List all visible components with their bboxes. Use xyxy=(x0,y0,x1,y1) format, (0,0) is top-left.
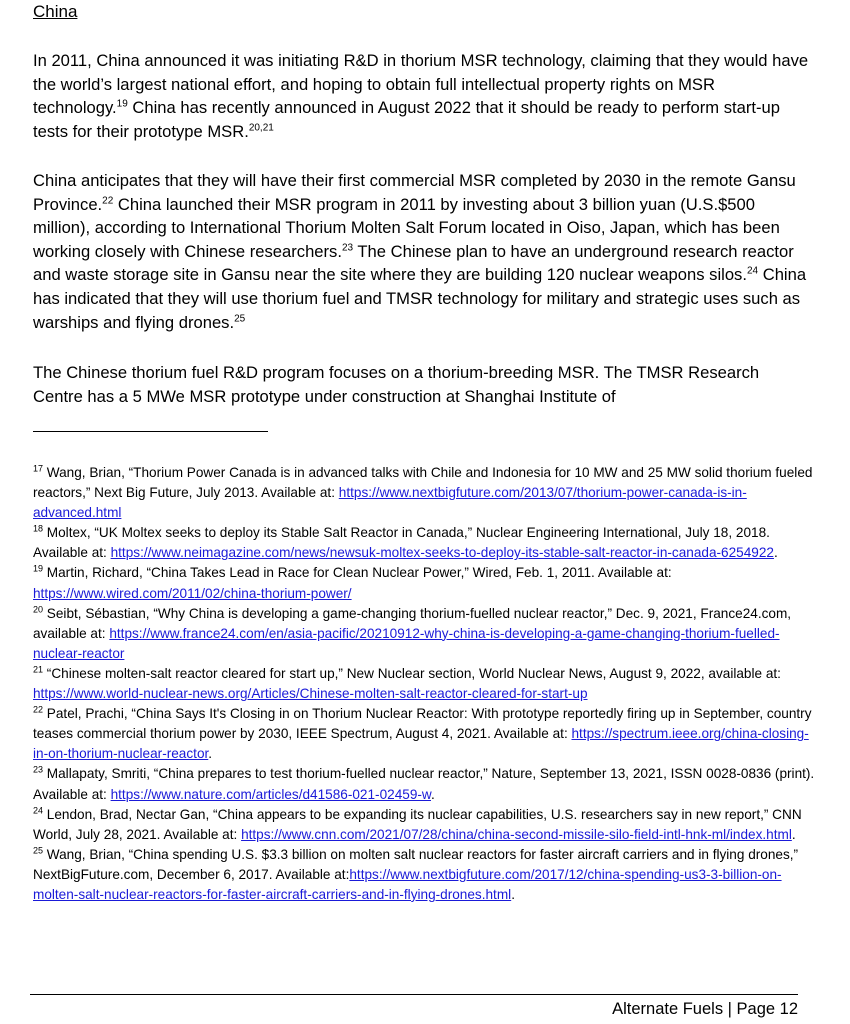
body-paragraph xyxy=(33,49,813,143)
body-paragraph xyxy=(33,361,813,408)
footnote-link[interactable]: https://www.france24.com/en/asia-pacific/20210912-why-china-is-developing-a-game-changing-thorium-fuelled-nuclear-reactor xyxy=(33,625,780,661)
footnote-number: 20 xyxy=(33,604,44,615)
footnote-ref[interactable]: 23 xyxy=(341,242,354,254)
footnote-text: Patel, Prachi, “China Says It's Closing in on Thorium Nuclear Reactor: With prototype reportedly firing up in September, country teases commercial thorium power by 2030, IEEE Spectrum, August 4, 2021. Available at: xyxy=(33,706,812,742)
footnote-ref[interactable]: 20,21 xyxy=(248,122,274,134)
paragraph-text: China launched their MSR program in 2011 by investing about 3 billion yuan (U.S.$500 million), according to International Thorium Molten Salt Forum located in Oiso, Japan, which has been working closely with Chinese researchers. xyxy=(33,194,780,261)
paragraph-text: China has indicated that they will use thorium fuel and TMSR technology for military and strategic uses such as warships and flying drones. xyxy=(33,265,807,332)
footnote-tail: . xyxy=(791,826,796,842)
page-footer: Alternate Fuels | Page 12 xyxy=(612,1000,798,1018)
footnote-text: Wang, Brian, “China spending U.S. $3.3 billion on molten salt nuclear reactors for faster aircraft carriers and in flying drones,” NextBigFuture.com, December 6, 2017. Available at: xyxy=(33,846,799,882)
footnote xyxy=(33,704,818,764)
footnote-link[interactable]: https://www.nature.com/articles/d41586-021-02459-w xyxy=(110,786,431,802)
footnote-number: 18 xyxy=(33,523,44,534)
footnote-separator xyxy=(33,431,268,432)
footnote-number: 24 xyxy=(33,805,44,816)
footnote-ref[interactable]: 24 xyxy=(746,265,759,277)
footnote-number: 19 xyxy=(33,563,44,574)
footnote-link[interactable]: https://www.nextbigfuture.com/2017/12/china-spending-us3-3-billion-on-molten-salt-nuclear-reactors-for-faster-aircraft-carriers-and-in-flying-drones.html xyxy=(33,866,782,902)
footnote xyxy=(33,523,818,563)
body-paragraph xyxy=(33,169,813,334)
footnote xyxy=(33,805,818,845)
footnote-text: Seibt, Sébastian, “Why China is developing a game-changing thorium-fuelled nuclear reactor,” Dec. 9, 2021, France24.com, available at: xyxy=(33,605,792,641)
paragraph-text: China anticipates that they will have their first commercial MSR completed by 2030 in the remote Gansu Province. xyxy=(33,171,796,214)
paragraph-text: In 2011, China announced it was initiating R&D in thorium MSR technology, claiming that they would have the world’s largest national effort, and hoping to obtain full intellectual property rights on MSR technology. xyxy=(33,51,809,118)
footnote-number: 21 xyxy=(33,664,44,675)
footnote xyxy=(33,664,818,704)
footnote-tail: . xyxy=(430,786,435,802)
footnote-ref[interactable]: 19 xyxy=(116,98,128,110)
footnote-link[interactable]: https://www.world-nuclear-news.org/Articles/Chinese-molten-salt-reactor-cleared-for-start-up xyxy=(33,686,588,702)
paragraph-text: China has recently announced in August 2022 that it should be ready to perform start-up tests for their prototype MSR. xyxy=(33,98,780,141)
paragraph-text: The Chinese thorium fuel R&D program focuses on a thorium-breeding MSR. The TMSR Research Centre has a 5 MWe MSR prototype under construction at Shanghai Institute of xyxy=(33,363,760,406)
footnote-ref[interactable]: 25 xyxy=(234,313,246,325)
footnote-text: Lendon, Brad, Nectar Gan, “China appears to be expanding its nuclear capabilities, U.S. researchers say in new report,” CNN World, July 28, 2021. Available at: xyxy=(33,806,802,842)
footnote-number: 23 xyxy=(33,764,44,775)
footnote xyxy=(33,563,818,603)
footnote-link[interactable]: https://www.neimagazine.com/news/newsuk-moltex-seeks-to-deploy-its-stable-salt-reactor-in-canada-6254922 xyxy=(110,545,774,561)
footnote-link[interactable]: https://www.cnn.com/2021/07/28/china/china-second-missile-silo-field-intl-hnk-ml/index.html xyxy=(241,826,792,842)
footnote-link[interactable]: https://spectrum.ieee.org/china-closing-in-on-thorium-nuclear-reactor xyxy=(33,726,809,762)
footnote-text: “Chinese molten-salt reactor cleared for start up,” New Nuclear section, World Nuclear News, August 9, 2022, available at: xyxy=(46,665,781,681)
footnotes-section xyxy=(33,463,818,905)
footnote-number: 25 xyxy=(33,845,44,856)
footer-rule xyxy=(30,994,798,995)
footnote-number: 22 xyxy=(33,704,44,715)
footnote xyxy=(33,463,818,523)
footnote-tail: . xyxy=(208,746,213,762)
section-heading: China xyxy=(33,2,78,21)
paragraph-text: The Chinese plan to have an underground research reactor and waste storage site in Gansu near the site where they are building 120 nuclear weapons silos. xyxy=(33,241,794,285)
footnote-ref[interactable]: 22 xyxy=(102,195,114,207)
footnote-link[interactable]: https://www.wired.com/2011/02/china-thorium-power/ xyxy=(33,585,352,601)
footnote-tail: . xyxy=(511,886,515,902)
footnote-link[interactable]: https://www.nextbigfuture.com/2013/07/thorium-power-canada-is-in-advanced.html xyxy=(33,485,747,521)
footnote-text: Mallapaty, Smriti, “China prepares to test thorium-fuelled nuclear reactor,” Nature, September 13, 2021, ISSN 0028-0836 (print). Available at: xyxy=(33,766,815,802)
footnote-text: Wang, Brian, “Thorium Power Canada is in advanced talks with Chile and Indonesia for 10 MW and 25 MW solid thorium fueled reactors,” Next Big Future, July 2013. Available at: xyxy=(33,465,813,501)
footnote-number: 17 xyxy=(33,463,44,474)
footnote xyxy=(33,845,818,905)
footnote-text: Martin, Richard, “China Takes Lead in Race for Clean Nuclear Power,” Wired, Feb. 1, 2011. Available at: xyxy=(46,565,672,581)
footnote-tail: . xyxy=(773,545,778,561)
footnote xyxy=(33,764,818,804)
footnote-text: Moltex, “UK Moltex seeks to deploy its Stable Salt Reactor in Canada,” Nuclear Engineering International, July 18, 2018. Available at: xyxy=(33,525,770,561)
footnote xyxy=(33,604,818,664)
